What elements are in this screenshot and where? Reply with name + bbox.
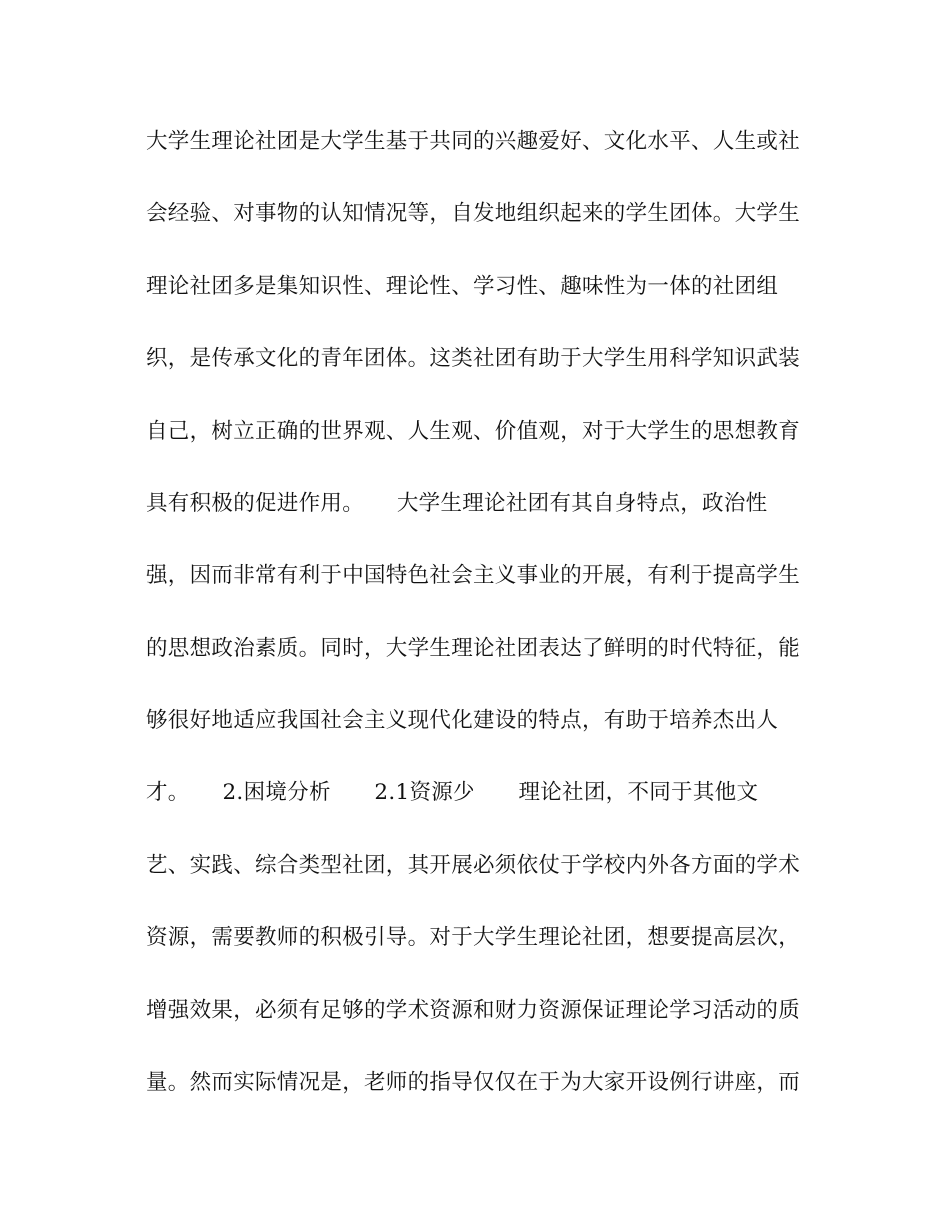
text-line-4: 织，是传承文化的青年团体。这类社团有助于大学生用科学知识武装 [146,346,801,372]
text-line-9: 够很好地适应我国社会主义现代化建设的特点，有助于培养杰出人 [146,708,779,733]
text-line-10: 才。 2.困境分析 2.1资源少 理论社团，不同于其他文 [146,780,759,806]
text-line-11: 艺、实践、综合类型社团，其开展必须依仗于学校内外各方面的学术 [146,852,801,878]
text-line-3: 理论社团多是集知识性、理论性、学习性、趣味性为一体的社团组 [146,273,779,299]
text-line-14: 量。然而实际情况是，老师的指导仅仅在于为大家开设例行讲座，而 [146,1069,801,1095]
text-line-1: 大学生理论社团是大学生基于共同的兴趣爱好、文化水平、人生或社 [146,129,801,154]
text-line-7: 强，因而非常有利于中国特色社会主义事业的开展，有利于提高学生 [146,563,801,589]
text-line-12: 资源，需要教师的积极引导。对于大学生理论社团，想要提高层次， [146,925,801,951]
text-line-13: 增强效果，必须有足够的学术资源和财力资源保证理论学习活动的质 [146,997,801,1023]
text-line-5: 自己，树立正确的世界观、人生观、价值观，对于大学生的思想教育 [146,418,801,444]
text-line-2: 会经验、对事物的认知情况等，自发地组织起来的学生团体。大学生 [146,201,801,227]
body-text [146,124,806,1137]
text-line-6: 具有积极的促进作用。 大学生理论社团有其自身特点，政治性 [146,490,768,516]
text-line-8: 的思想政治素质。同时，大学生理论社团表达了鲜明的时代特征，能 [146,635,801,661]
